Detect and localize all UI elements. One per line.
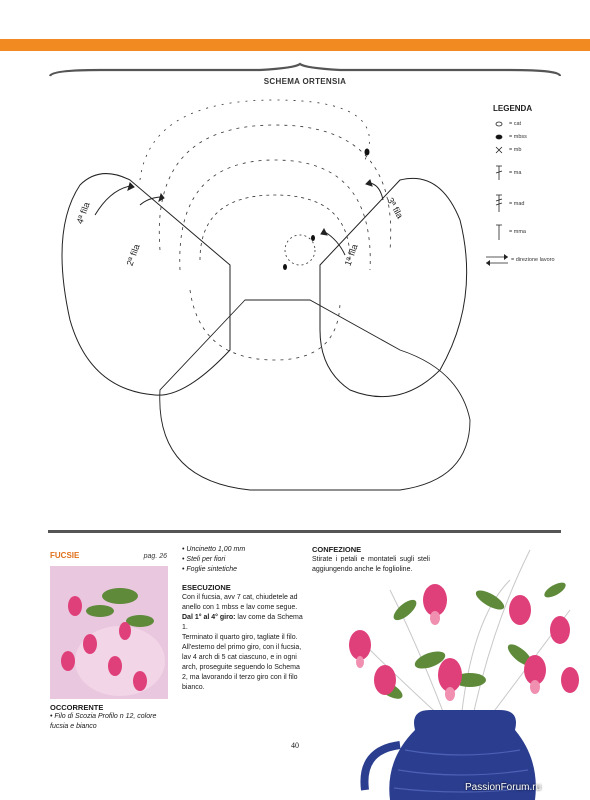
schema-title: SCHEMA ORTENSIA bbox=[263, 77, 347, 86]
confezione-text: Stirate i petali e montateli sugli steli aggiungendo anche le foglioline. bbox=[312, 556, 430, 573]
legend-item-mb: = mb bbox=[509, 147, 522, 153]
giro-text: lav come da Schema 1. bbox=[182, 614, 303, 631]
top-brace bbox=[50, 64, 560, 76]
watermark: PassionForum.ru bbox=[465, 782, 542, 793]
giro-paragraph bbox=[182, 613, 304, 633]
row-label-1: 1ª fila bbox=[342, 242, 360, 268]
legend-item-cat: = cat bbox=[509, 121, 522, 127]
thumbnail-photo bbox=[50, 566, 168, 699]
legend-item-mma: = mma bbox=[509, 229, 526, 235]
row-label-4: 4ª fila bbox=[74, 200, 92, 226]
esecuzione-title: ESECUZIONE bbox=[182, 583, 231, 592]
row-label-2: 2ª fila bbox=[124, 242, 142, 268]
legend-item-mbss: = mbss bbox=[509, 134, 527, 140]
page-ref: pag. 26 bbox=[143, 553, 167, 560]
esecuzione-paragraph: All'esterno del primo giro, con il fucsia, lav 4 arch di 5 cat ciascuno, e in ogni arch, proseguite seguendo lo Schema 2, ma lavorando il terzo giro con il filo bianco. bbox=[182, 644, 302, 691]
legend-item-direction: = direzione lavoro bbox=[511, 257, 555, 263]
legend-title: LEGENDA bbox=[493, 104, 533, 113]
row-label-3: 3ª fila bbox=[385, 195, 406, 221]
instructions-column bbox=[182, 545, 304, 693]
tool-item: • Steli per fiori bbox=[182, 556, 226, 563]
tool-item: • Foglie sintetiche bbox=[182, 566, 237, 573]
giro-label: Dal 1° al 4° giro: bbox=[182, 614, 236, 621]
legend-item-mad: = mad bbox=[509, 201, 525, 207]
section-title: FUCSIE bbox=[50, 551, 80, 560]
legend-item-ma: = ma bbox=[509, 170, 522, 176]
confezione-column bbox=[312, 545, 430, 575]
article-header bbox=[50, 545, 170, 563]
page-number: 40 bbox=[291, 741, 299, 750]
occorrente-item: • Filo di Scozia Profilo n 12, colore fucsia e bianco bbox=[50, 713, 157, 730]
petal-bottom bbox=[160, 300, 470, 490]
esecuzione-paragraph: Con il fucsia, avv 7 cat, chiudetele ad anello con 1 mbss e lav come segue. bbox=[182, 594, 298, 611]
occorrente-title: OCCORRENTE bbox=[50, 703, 104, 712]
esecuzione-paragraph: Terminato il quarto giro, tagliate il filo. bbox=[182, 634, 298, 641]
confezione-title: CONFEZIONE bbox=[312, 545, 362, 554]
tool-item: • Uncinetto 1,00 mm bbox=[182, 546, 246, 553]
